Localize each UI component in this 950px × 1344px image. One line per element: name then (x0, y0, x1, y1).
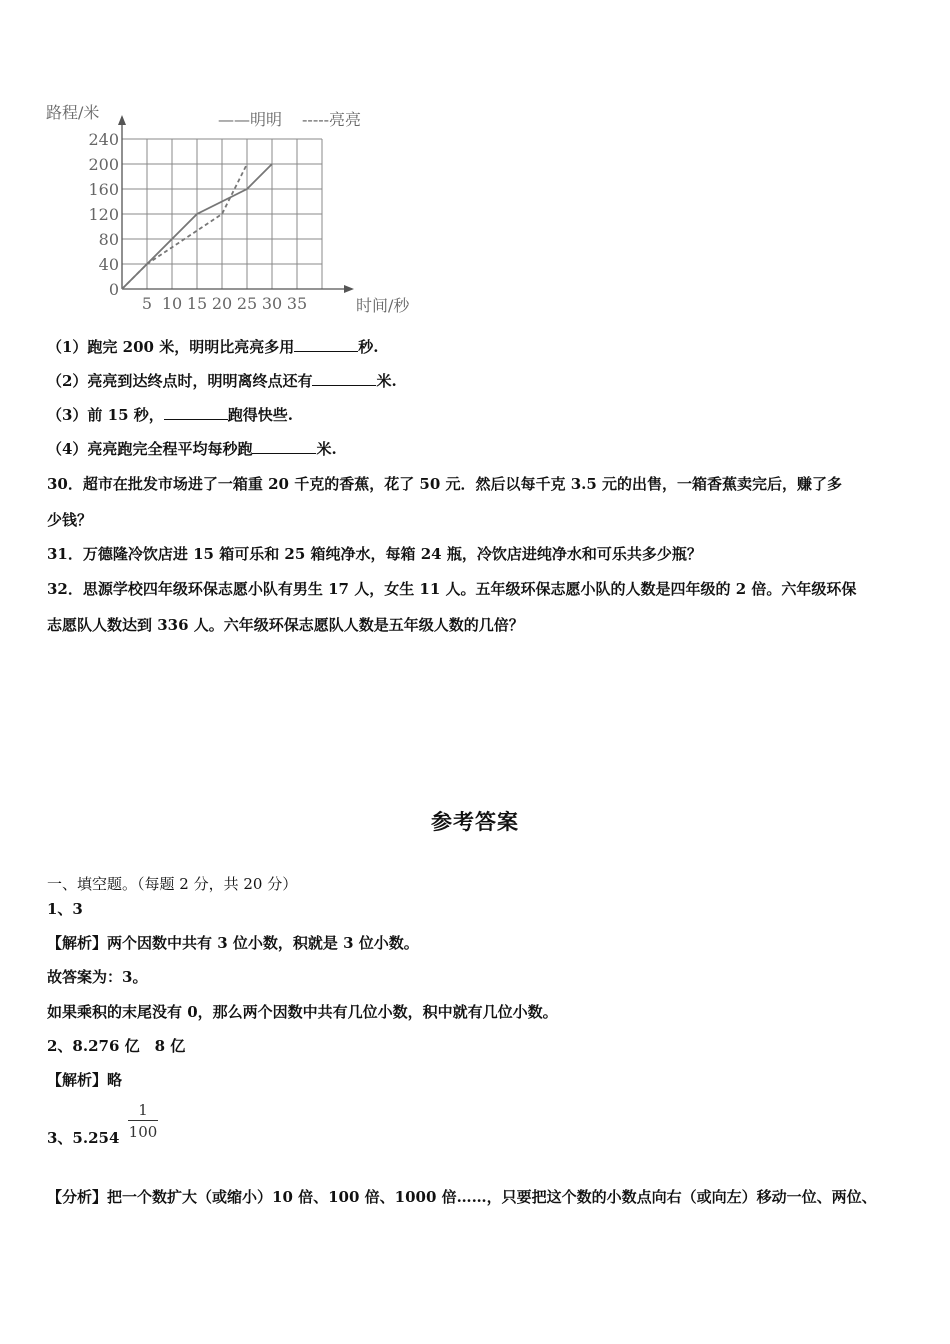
x-tick-label: 20 (211, 294, 233, 313)
x-axis-arrow (344, 285, 354, 293)
question-1 (47, 336, 378, 357)
y-tick-label: 0 (108, 280, 119, 299)
question-2 (47, 370, 397, 391)
y-tick-label: 80 (98, 230, 119, 249)
question-32-line1: 32．思源学校四年级环保志愿小队有男生 17 人，女生 11 人。五年级环保志愿小队的人数是四年级的 2 倍。六年级环保 (47, 580, 857, 598)
y-tick-label: 40 (98, 255, 119, 274)
question-3-text: （3）前 15 秒， (47, 406, 164, 424)
y-axis-label: 路程/米 (46, 103, 100, 122)
question-30-line2: 少钱？ (47, 511, 93, 529)
question-1-text: （1）跑完 200 米，明明比亮亮多用 (47, 338, 295, 356)
answer-key-title: 参考答案 (431, 809, 519, 834)
answer-2-analysis: 【解析】略 (47, 1071, 123, 1089)
y-tick-label: 160 (88, 180, 119, 199)
x-tick-label: 30 (261, 294, 283, 313)
fraction-denominator: 100 (128, 1123, 158, 1141)
question-1-unit: 秒. (358, 338, 379, 356)
answer-1-note: 如果乘积的末尾没有 0，那么两个因数中共有几位小数，积中就有几位小数。 (47, 1003, 558, 1021)
answer-1-result: 故答案为：3。 (47, 968, 148, 986)
question-2-unit: 米. (376, 372, 397, 390)
answer-3-analysis: 【分析】把一个数扩大（或缩小）10 倍、100 倍、1000 倍……，只要把这个数的小数点向右（或向左）移动一位、两位、 (47, 1188, 877, 1206)
x-tick-label: 10 (161, 294, 183, 313)
chart-svg (40, 92, 420, 322)
answer-blank-1[interactable] (294, 337, 358, 352)
answer-3: 3、5.254 (47, 1129, 120, 1147)
question-30-line1: 30．超市在批发市场进了一箱重 20 千克的香蕉，花了 50 元．然后以每千克 3.5 元的出售，一箱香蕉卖完后，赚了多 (47, 475, 843, 493)
answer-3-fraction (127, 1100, 159, 1141)
question-4-text: （4）亮亮跑完全程平均每秒跑 (47, 440, 253, 458)
question-31: 31．万德隆冷饮店进 15 箱可乐和 25 箱纯净水，每箱 24 瓶，冷饮店进纯净水和可乐共多少瓶？ (47, 545, 702, 563)
question-2-text: （2）亮亮到达终点时，明明离终点还有 (47, 372, 313, 390)
question-4-unit: 米. (316, 440, 337, 458)
x-tick-label: 35 (286, 294, 308, 313)
x-tick-label: 5 (141, 294, 153, 313)
answer-blank-3[interactable] (164, 405, 228, 420)
y-tick-label: 240 (88, 130, 119, 149)
legend-liangliang: -----亮亮 (302, 110, 362, 129)
question-3 (47, 404, 293, 425)
question-32-line2: 志愿队人数达到 336 人。六年级环保志愿队人数是五年级人数的几倍？ (47, 616, 524, 634)
x-tick-label: 15 (186, 294, 208, 313)
distance-time-chart (40, 92, 420, 322)
answer-blank-4[interactable] (252, 439, 316, 454)
legend-mingming: ——明明 (218, 110, 283, 129)
answer-blank-2[interactable] (312, 371, 376, 386)
answer-1-analysis: 【解析】两个因数中共有 3 位小数，积就是 3 位小数。 (47, 934, 419, 952)
x-axis-label: 时间/秒 (356, 296, 410, 315)
y-tick-label: 200 (88, 155, 119, 174)
question-4 (47, 438, 337, 459)
x-tick-label: 25 (236, 294, 258, 313)
fraction-numerator: 1 (138, 1101, 148, 1119)
question-3-tail: 跑得快些. (227, 406, 293, 424)
answer-1: 1、3 (47, 900, 83, 918)
y-tick-label: 120 (88, 205, 119, 224)
answer-2: 2、8.276 亿 8 亿 (47, 1037, 186, 1055)
y-axis-arrow (118, 115, 126, 125)
section-1-heading: 一、填空题。（每题 2 分，共 20 分） (47, 875, 298, 893)
